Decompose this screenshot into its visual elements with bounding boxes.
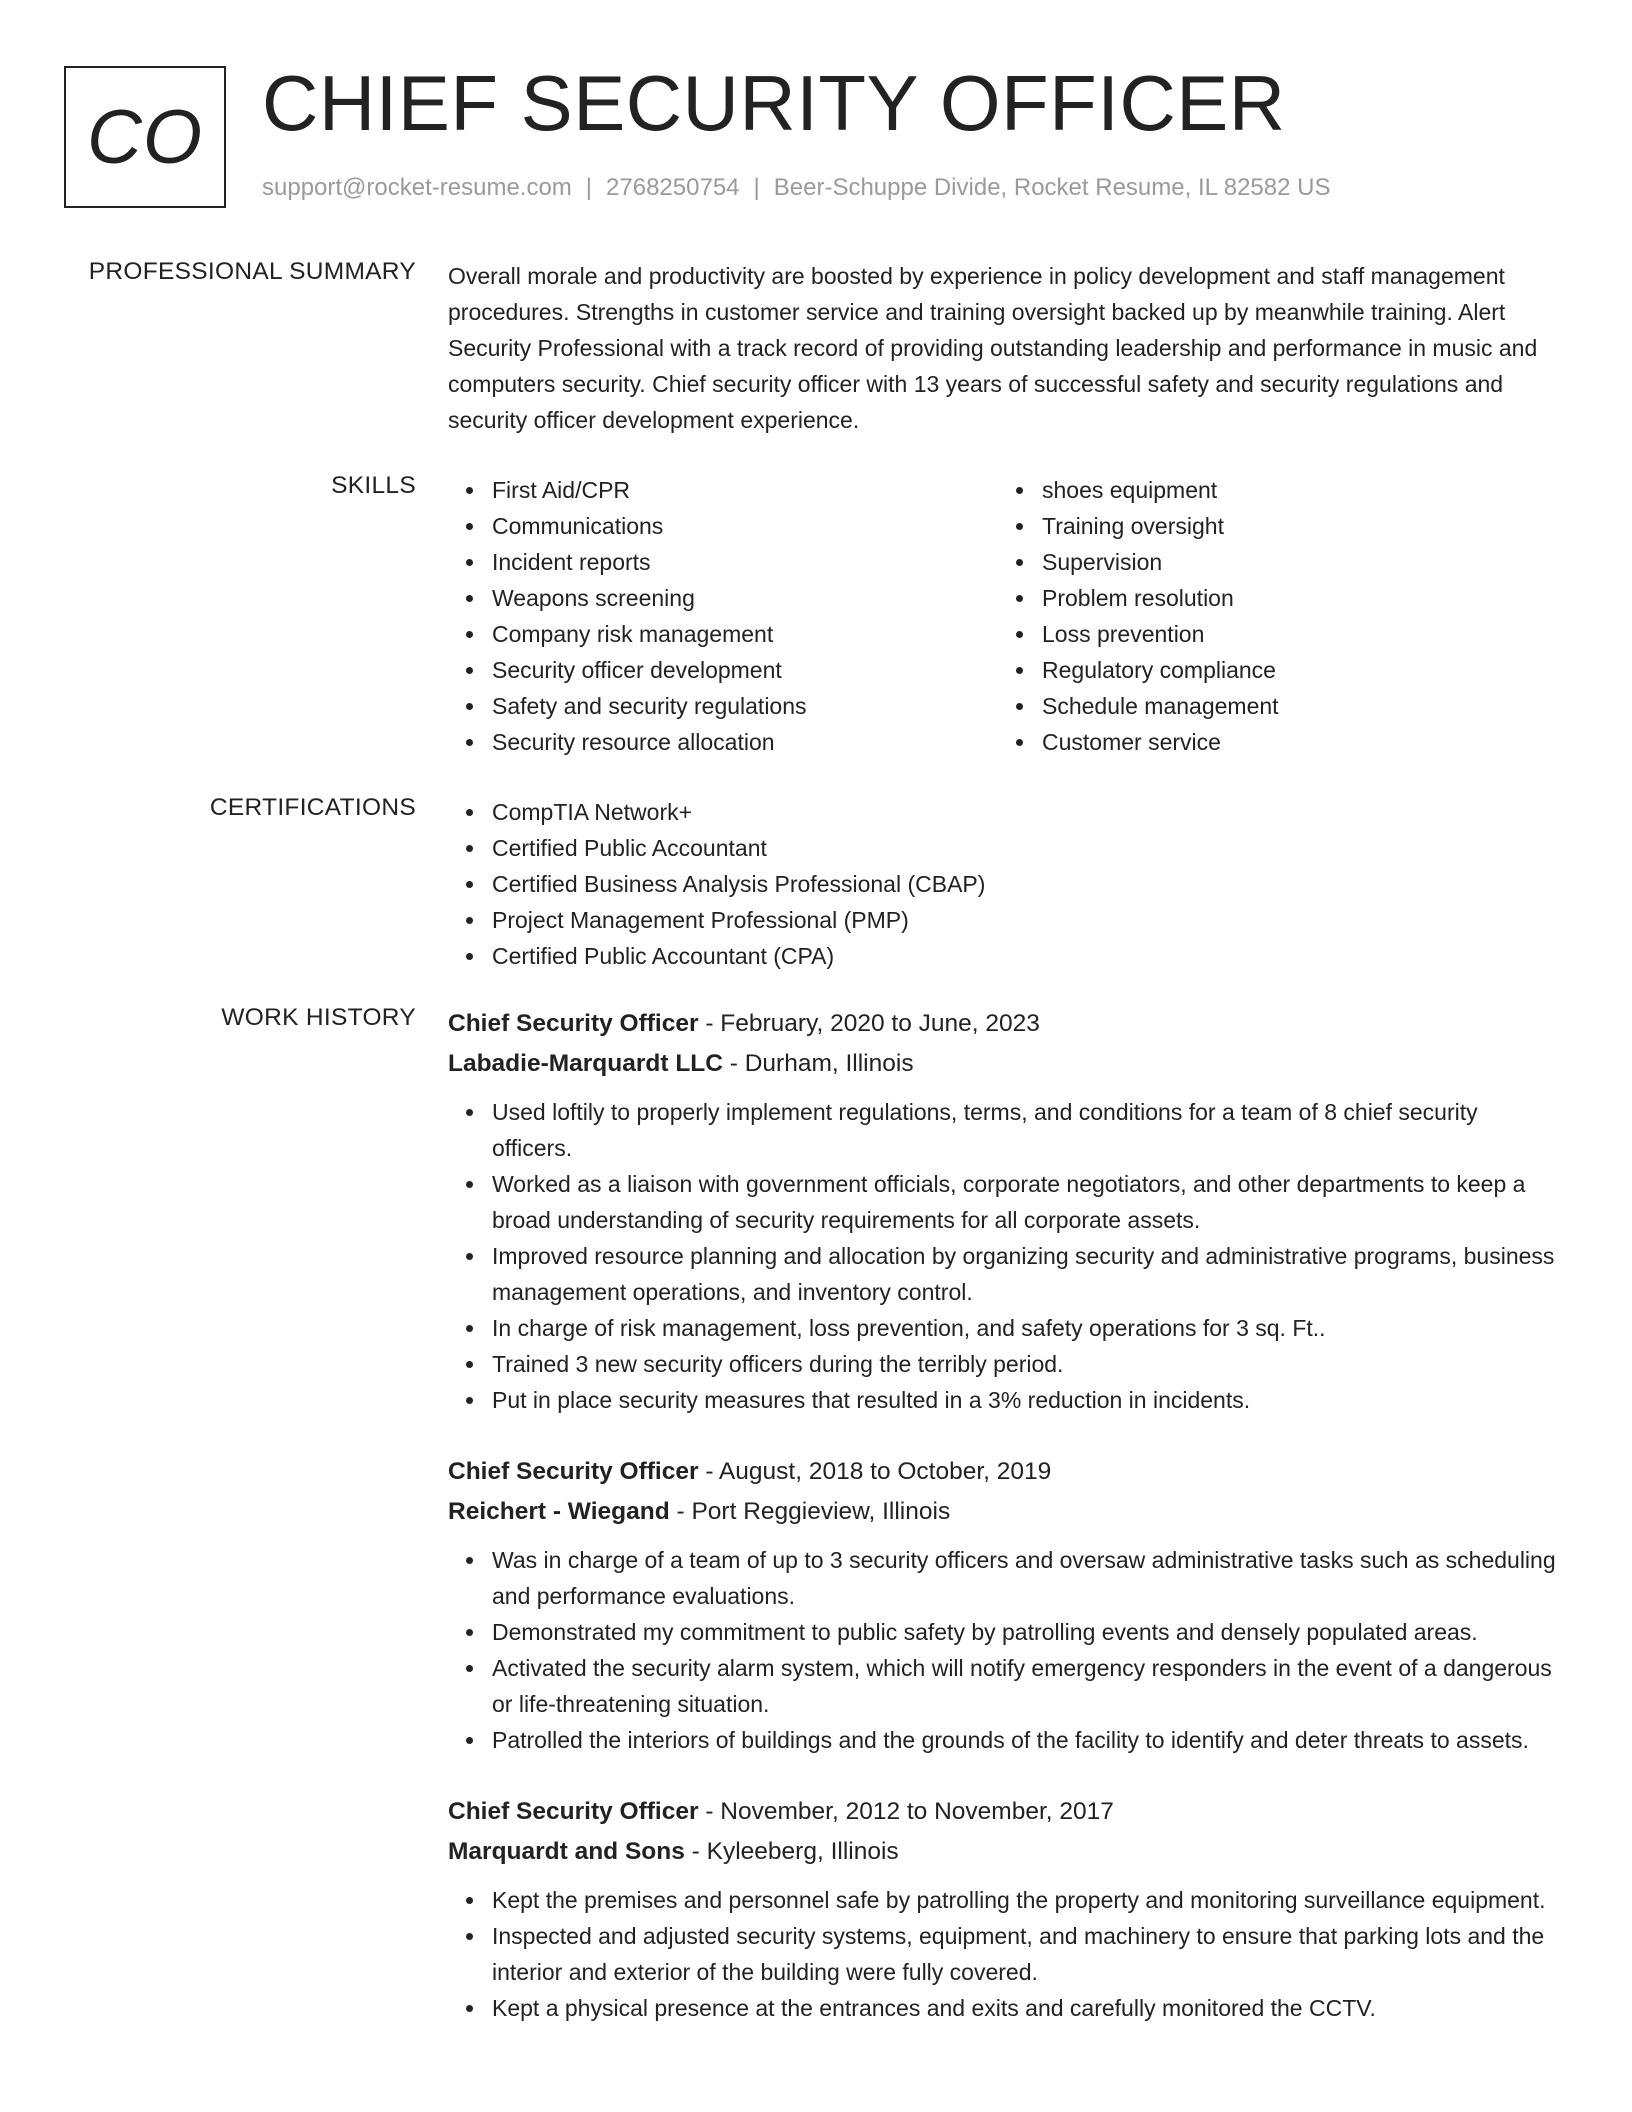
job-title: Chief Security Officer [448, 1010, 699, 1037]
skill-item: Weapons screening [448, 580, 998, 616]
monogram-initials: CO [87, 94, 203, 180]
section-label: SKILLS [331, 472, 416, 499]
duty-item: Activated the security alarm system, which will notify emergency responders in the event of a dangerous or life-threatening situation. [448, 1650, 1564, 1722]
job-title-line [448, 1792, 1564, 1832]
job-company: Reichert - Wiegand [448, 1498, 670, 1525]
job-duties-list [448, 1882, 1564, 2026]
skills-list-right [998, 472, 1548, 760]
job-dates: - February, 2020 to June, 2023 [698, 1010, 1040, 1037]
job-company: Labadie-Marquardt LLC [448, 1050, 723, 1077]
job-location: - Kyleeberg, Illinois [684, 1838, 899, 1865]
certification-item: Certified Public Accountant (CPA) [448, 938, 1564, 974]
job-dates: - August, 2018 to October, 2019 [698, 1458, 1052, 1485]
duty-item: Inspected and adjusted security systems, equipment, and machinery to ensure that parking lots and the interior and exterior of the building were fully covered. [448, 1918, 1564, 1990]
certification-item: CompTIA Network+ [448, 794, 1564, 830]
skills-list-left [448, 472, 998, 760]
duty-item: Improved resource planning and allocation by organizing security and administrative programs, business management operations, and inventory control. [448, 1238, 1564, 1310]
duty-item: Was in charge of a team of up to 3 security officers and oversaw administrative tasks such as scheduling and performance evaluations. [448, 1542, 1564, 1614]
job-dates: - November, 2012 to November, 2017 [698, 1798, 1114, 1825]
skill-item: shoes equipment [998, 472, 1548, 508]
certification-item: Project Management Professional (PMP) [448, 902, 1564, 938]
summary-text: Overall morale and productivity are boosted by experience in policy development and staff management procedures. Strengths in customer service and training oversight backed up by meanwhile training. Alert Security Professional with a track record of providing outstanding leadership and performance in music and computers security. Chief security officer with 13 years of successful safety and security regulations and security officer development experience. [448, 263, 1538, 433]
skill-item: Security officer development [448, 652, 998, 688]
skill-item: Schedule management [998, 688, 1548, 724]
skill-item: Incident reports [448, 544, 998, 580]
job-company-line [448, 1492, 1564, 1532]
certification-item: Certified Business Analysis Professional (CBAP) [448, 866, 1564, 902]
job-entry [448, 1452, 1564, 1758]
contact-address: Beer-Schuppe Divide, Rocket Resume, IL 82582 US [773, 174, 1331, 201]
section-label: CERTIFICATIONS [209, 794, 416, 821]
monogram-badge [64, 66, 226, 208]
skill-item: Safety and security regulations [448, 688, 998, 724]
job-title: Chief Security Officer [448, 1798, 699, 1825]
job-title: Chief Security Officer [448, 1458, 699, 1485]
resume-title: CHIEF SECURITY OFFICER [262, 59, 1286, 147]
job-title-line [448, 1452, 1564, 1492]
job-company-line [448, 1044, 1564, 1084]
job-title-line [448, 1004, 1564, 1044]
duty-item: Kept the premises and personnel safe by patrolling the property and monitoring surveillance equipment. [448, 1882, 1564, 1918]
contact-separator: | [753, 174, 760, 201]
job-duties-list [448, 1542, 1564, 1758]
skill-item: Problem resolution [998, 580, 1548, 616]
certifications-list [448, 794, 1564, 974]
skill-item: Regulatory compliance [998, 652, 1548, 688]
duty-item: Used loftily to properly implement regulations, terms, and conditions for a team of 8 chief security officers. [448, 1094, 1564, 1166]
skill-item: Supervision [998, 544, 1548, 580]
job-company-line [448, 1832, 1564, 1872]
job-entry [448, 1792, 1564, 2026]
duty-item: Kept a physical presence at the entrances and exits and carefully monitored the CCTV. [448, 1990, 1564, 2026]
job-location: - Durham, Illinois [722, 1050, 914, 1077]
skill-item: Company risk management [448, 616, 998, 652]
skill-item: Training oversight [998, 508, 1548, 544]
duty-item: Put in place security measures that resulted in a 3% reduction in incidents. [448, 1382, 1564, 1418]
skill-item: Loss prevention [998, 616, 1548, 652]
duty-item: Trained 3 new security officers during the terribly period. [448, 1346, 1564, 1382]
job-entry [448, 1004, 1564, 1418]
job-company: Marquardt and Sons [448, 1838, 685, 1865]
certification-item: Certified Public Accountant [448, 830, 1564, 866]
duty-item: Worked as a liaison with government officials, corporate negotiators, and other departments to keep a broad understanding of security requirements for all corporate assets. [448, 1166, 1564, 1238]
skill-item: Customer service [998, 724, 1548, 760]
section-label: WORK HISTORY [221, 1004, 416, 1031]
duty-item: In charge of risk management, loss prevention, and safety operations for 3 sq. Ft.. [448, 1310, 1564, 1346]
contact-separator: | [585, 174, 593, 201]
contact-phone: 2768250754 [606, 174, 740, 201]
contact-line [262, 174, 1330, 202]
job-location: - Port Reggieview, Illinois [669, 1498, 951, 1525]
duty-item: Patrolled the interiors of buildings and the grounds of the facility to identify and deter threats to assets. [448, 1722, 1564, 1758]
contact-email: support@rocket-resume.com [262, 174, 572, 201]
section-label: PROFESSIONAL SUMMARY [88, 258, 416, 285]
duty-item: Demonstrated my commitment to public safety by patrolling events and densely populated areas. [448, 1614, 1564, 1650]
skill-item: First Aid/CPR [448, 472, 998, 508]
skill-item: Security resource allocation [448, 724, 998, 760]
skill-item: Communications [448, 508, 998, 544]
job-duties-list [448, 1094, 1564, 1418]
